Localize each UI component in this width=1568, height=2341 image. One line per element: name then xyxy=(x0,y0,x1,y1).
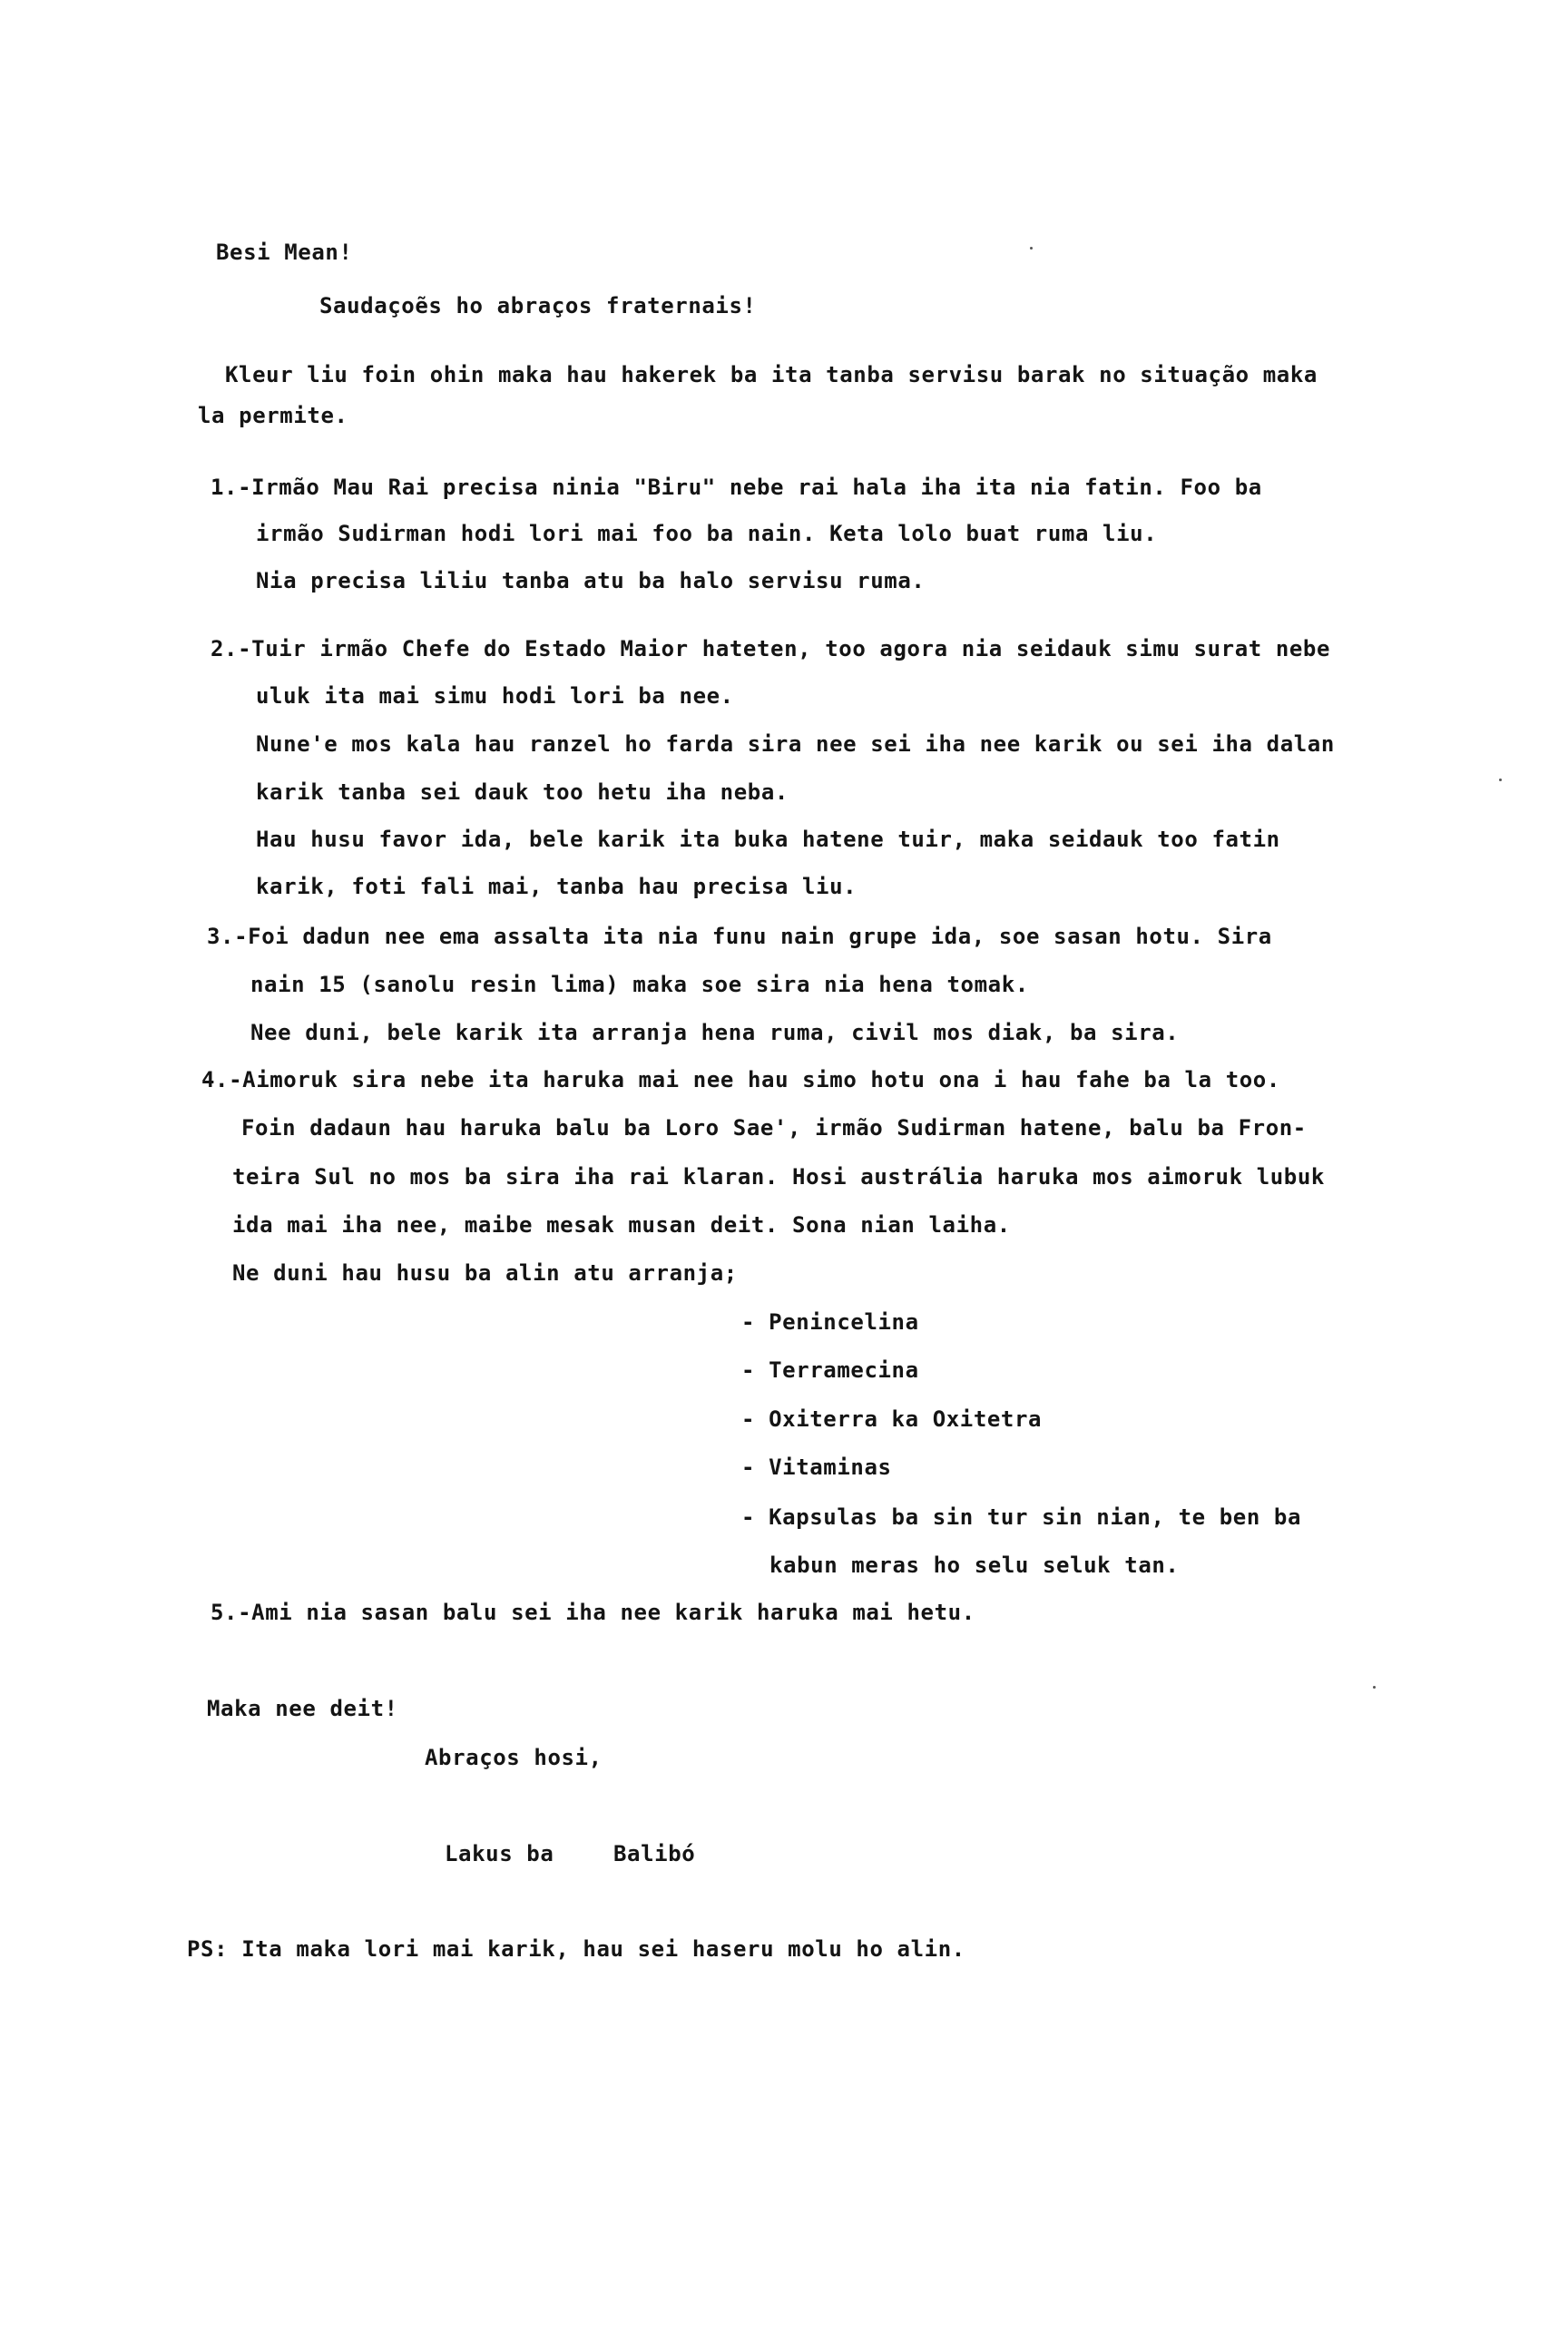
paragraph-2-line-1: 2.-Tuir irmão Chefe do Estado Maior hateten, too agora nia seidauk simu surat nebe xyxy=(211,636,1331,661)
paragraph-4-line-2: Foin dadaun hau haruka balu ba Loro Sae', irmão Sudirman hatene, balu ba Fron- xyxy=(241,1115,1307,1141)
paragraph-1-line-3: Nia precisa liliu tanba atu ba halo servisu ruma. xyxy=(256,568,926,593)
paragraph-2-line-3: Nune'e mos kala hau ranzel ho farda sira nee sei iha nee karik ou sei iha dalan xyxy=(256,731,1335,757)
paragraph-3-line-2: nain 15 (sanolu resin lima) maka soe sira nia hena tomak. xyxy=(250,972,1029,997)
paragraph-4-line-3: teira Sul no mos ba sira iha rai klaran. Hosi austrália haruka mos aimoruk lubuk xyxy=(232,1164,1325,1190)
paragraph-2-line-6: karik, foti fali mai, tanba hau precisa liu. xyxy=(256,874,858,899)
medicine-item: - Oxiterra ka Oxitetra xyxy=(741,1406,1043,1432)
paragraph-1-line-2: irmão Sudirman hodi lori mai foo ba nain. Keta lolo buat ruma liu. xyxy=(256,521,1158,546)
paragraph-4-line-5: Ne duni hau husu ba alin atu arranja; xyxy=(232,1260,738,1286)
signature-label: Lakus ba xyxy=(445,1841,554,1866)
paragraph-2-line-5: Hau husu favor ida, bele karik ita buka hatene tuir, maka seidauk too fatin xyxy=(256,827,1280,852)
scan-speck xyxy=(1373,1686,1376,1689)
scan-speck xyxy=(1030,247,1033,250)
paragraph-1-line-1: 1.-Irmão Mau Rai precisa ninia "Biru" nebe rai hala iha ita nia fatin. Foo ba xyxy=(211,475,1262,500)
medicine-item: - Penincelina xyxy=(741,1309,919,1335)
postscript: PS: Ita maka lori mai karik, hau sei haseru molu ho alin. xyxy=(187,1936,965,1962)
paragraph-4-line-1: 4.-Aimoruk sira nebe ita haruka mai nee hau simo hotu ona i hau fahe ba la too. xyxy=(201,1067,1280,1092)
closing: Maka nee deit! xyxy=(207,1696,398,1721)
paragraph-2-line-4: karik tanba sei dauk too hetu iha neba. xyxy=(256,779,789,805)
medicine-item: - Vitaminas xyxy=(741,1455,892,1480)
medicine-item-continuation: kabun meras ho selu seluk tan. xyxy=(769,1553,1180,1578)
sign-off: Abraços hosi, xyxy=(425,1745,603,1770)
greeting: Besi Mean! xyxy=(216,240,353,265)
paragraph-4-line-4: ida mai iha nee, maibe mesak musan deit. Sona nian laiha. xyxy=(232,1212,1011,1238)
paragraph-2-line-2: uluk ita mai simu hodi lori ba nee. xyxy=(256,683,734,709)
paragraph-3-line-3: Nee duni, bele karik ita arranja hena ruma, civil mos diak, ba sira. xyxy=(250,1020,1180,1045)
intro-line-1: Kleur liu foin ohin maka hau hakerek ba ita tanba servisu barak no situação maka xyxy=(225,362,1318,387)
intro-line-2: la permite. xyxy=(198,403,348,428)
scan-speck xyxy=(1499,779,1502,781)
signature-name: Balibó xyxy=(613,1841,696,1866)
medicine-item: - Terramecina xyxy=(741,1357,919,1383)
paragraph-5: 5.-Ami nia sasan balu sei iha nee karik haruka mai hetu. xyxy=(211,1600,975,1625)
medicine-item: - Kapsulas ba sin tur sin nian, te ben ba xyxy=(741,1504,1302,1530)
paragraph-3-line-1: 3.-Foi dadun nee ema assalta ita nia funu nain grupe ida, soe sasan hotu. Sira xyxy=(207,924,1272,949)
salutation: Saudaçoẽs ho abraços fraternais! xyxy=(319,293,757,318)
